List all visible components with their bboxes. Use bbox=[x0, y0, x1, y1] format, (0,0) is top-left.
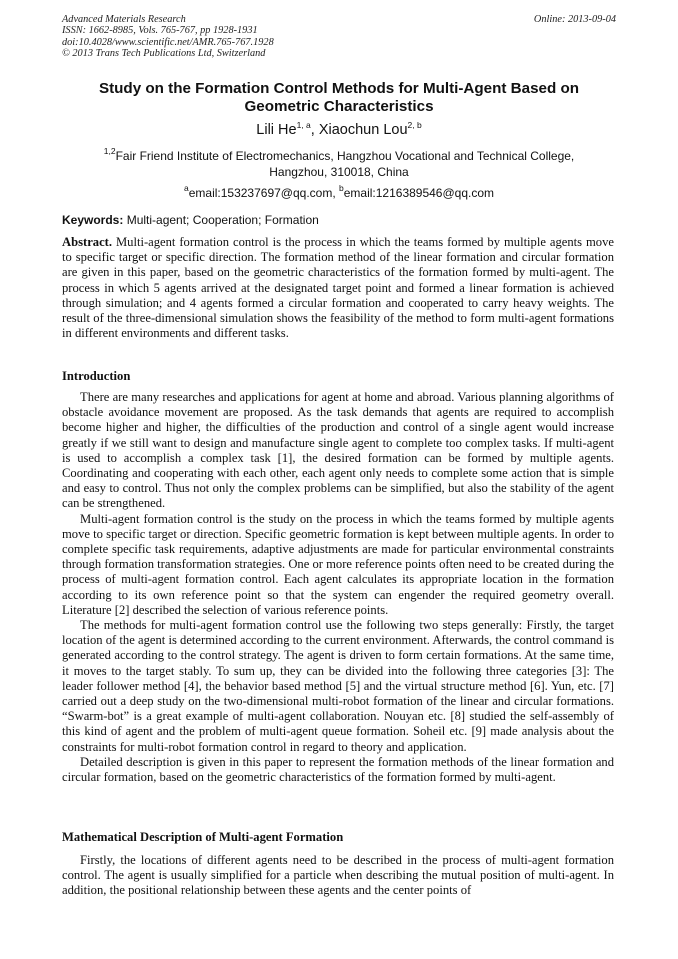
paragraph: Detailed description is given in this paper to represent the formation methods of the linear formation and circular formation, based on the geometric characteristics of the formation formed by multi-agent. bbox=[62, 754, 614, 785]
abstract bbox=[62, 235, 614, 341]
email-superscript: b bbox=[339, 183, 344, 193]
math-section-body bbox=[62, 853, 614, 899]
section-heading-introduction: Introduction bbox=[62, 369, 131, 383]
author-emails bbox=[0, 185, 678, 201]
author-superscript: 1, a bbox=[296, 120, 311, 130]
affiliation-superscript: 1,2 bbox=[103, 146, 116, 156]
doi-line: doi:10.4028/www.scientific.net/AMR.765-767.1928 bbox=[62, 36, 274, 48]
paragraph: The methods for multi-agent formation control use the following two steps generally: Firstly, the target location of the agent is determined according to the current environment. Afterwards, the control command is generated according to the control strategy. The agent is driven to form certain formations. At the same time, it moves to the target stably. To sum up, they can be divided into the following three categories [3]: The leader follower method [4], the behavior based method [5] and the virtual structure method [6]. Yun, etc. [7] carried out a deep study on the two-dimensional multi-robot formation of the linear and circular formations. “Swarm-bot” is a great example of multi-agent collaboration. Nouyan etc. [8] studied the self-assembly of this kind of agent and the problem of multi-agent queue formation. Soheil etc. [9] made analysis about the constraints for multi-robot formation control in regard to theory and application. bbox=[62, 618, 614, 754]
copyright-line: © 2013 Trans Tech Publications Ltd, Switzerland bbox=[62, 48, 266, 60]
abstract-paragraph bbox=[62, 235, 614, 341]
issn-line: ISSN: 1662-8985, Vols. 765-767, pp 1928-1931 bbox=[62, 25, 258, 37]
abstract-text: Multi-agent formation control is the process in which the teams formed by multiple agents move to specific target or specific direction. The formation method of the linear formation and circular formation are given in this paper, based on the geometric characteristics of the formation formed by multi-agent. The process in which 5 agents arrived at the designated target point and formed a linear formation is achieved through simulation; and 4 agents formed a circular formation and cooperated to carry heavy weights. The result of the three-dimensional simulation shows the feasibility of the method to form multi-agent formations in different environments and different tasks. bbox=[62, 235, 614, 341]
email-address: email:153237697@qq.com, bbox=[188, 186, 339, 200]
paragraph: There are many researches and applications for agent at home and abroad. Various planning algorithms of obstacle avoidance movement are proposed. As the task demands that agents are required to accomplish become higher and higher, the difficulties of the production and control of a single agent would increase greatly if we still want to design and manufacture single agent to complete too complex tasks. If multi-agent is used to accomplish a complex task [1], the desired formation can be formed by multiple agents. Coordinating and cooperating with each other, each agent only needs to complete some action that is simple and easy to control. Thus not only the complex problems can be simplified, but also the stability of the agent can be strengthened. bbox=[62, 390, 614, 511]
section-heading-math: Mathematical Description of Multi-agent Formation bbox=[62, 830, 344, 844]
author-name: Xiaochun Lou bbox=[318, 122, 408, 138]
abstract-label: Abstract. bbox=[62, 235, 113, 249]
author-superscript: 2, b bbox=[407, 120, 422, 130]
email-address: email:1216389546@qq.com bbox=[343, 186, 495, 200]
introduction-body bbox=[62, 390, 614, 785]
keywords-label: Keywords: bbox=[62, 213, 124, 227]
journal-header bbox=[62, 14, 616, 60]
affiliation-text: Fair Friend Institute of Electromechanics, Hangzhou Vocational and Technical College, Hangzhou, 310018, China bbox=[115, 149, 575, 179]
author-list bbox=[0, 121, 678, 139]
keywords-text: Multi-agent; Cooperation; Formation bbox=[123, 213, 319, 227]
paper-title: Study on the Formation Control Methods for Multi-Agent Based on Geometric Characteristics bbox=[98, 80, 580, 115]
email-superscript: a bbox=[183, 183, 189, 193]
paragraph: Firstly, the locations of different agents need to be described in the process of multi-agent formation control. The agent is usually simplified for a particle when describing the mutual position of multi-agent. In addition, the positional relationship between these agents and the center points of bbox=[62, 853, 614, 898]
affiliation bbox=[88, 148, 590, 180]
author-name: Lili He bbox=[256, 122, 297, 138]
author-separator: , bbox=[310, 122, 319, 138]
online-date: Online: 2013-09-04 bbox=[533, 14, 616, 25]
journal-name: Advanced Materials Research bbox=[62, 14, 186, 25]
keywords bbox=[62, 213, 616, 228]
paragraph: Multi-agent formation control is the study on the process in which the teams formed by multiple agents move to specific target or direction. Specific geometric formation is kept between multiple agents. In order to complete specific task requirements, adaptive adjustments are made for particular environmental constraints through formation transformation strategies. One or more reference points often need to be created during the process of multi-agent formation control. Each agent calculates its appropriate location in the formation according to its own reference point so that the system can engender the required geometry overall. Literature [2] described the selection of various reference points. bbox=[62, 511, 614, 617]
